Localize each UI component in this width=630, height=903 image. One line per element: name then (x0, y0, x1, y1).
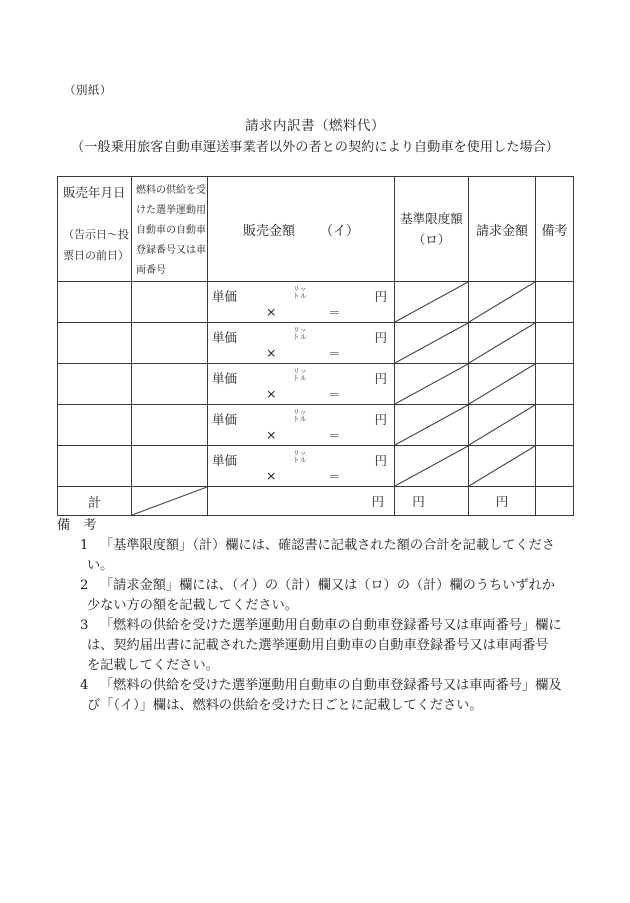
liter-unit-label: リッ トル (293, 285, 307, 300)
note-line: 4 「燃料の供給を受けた選挙運動用自動車の自動車登録番号又は車両番号」欄及 (80, 676, 579, 696)
claim-amount-cell (469, 323, 536, 364)
yen-label: 円 (374, 330, 387, 345)
date-header-label: 販売年月日 (63, 185, 126, 200)
total-claim-yen: 円 (469, 487, 536, 516)
yen-label: 円 (374, 412, 387, 427)
yen-label: 円 (374, 453, 387, 468)
liter-unit-label: リッ トル (293, 408, 307, 423)
limit-amount-cell (395, 405, 469, 446)
diagonal-line (469, 282, 535, 322)
table-row (58, 446, 574, 487)
vehicle-header-line: 登録番号又は車 (136, 245, 206, 256)
limit-amount-cell (395, 446, 469, 487)
note-line: い。 (87, 558, 114, 573)
diagonal-line (395, 446, 468, 486)
limit-amount-cell (395, 282, 469, 323)
diagonal-line (395, 364, 468, 404)
equals-sign: ＝ (328, 387, 341, 402)
date-cell (58, 323, 132, 364)
vehicle-header-line: 自動車の自動車 (136, 225, 206, 236)
vehicle-header-line: 燃料の供給を受 (136, 185, 206, 196)
claim-amount-cell (469, 446, 536, 487)
col-claim-amount-header: 請求金額 (469, 177, 536, 282)
total-label: 計 (58, 487, 132, 516)
limit-amount-cell (395, 323, 469, 364)
note-line: 1 「基準限度額」（計）欄には、確認書に記載された額の合計を記載してくださ (80, 536, 579, 556)
vehicle-number-cell (132, 323, 208, 364)
note-line: を記載してください。 (87, 658, 219, 673)
equals-sign: ＝ (328, 305, 341, 320)
col-sales-amount-header (208, 177, 395, 282)
total-vehicle-cell (132, 487, 208, 516)
limit-header-mark: （ロ） (412, 232, 451, 247)
claim-amount-cell (469, 282, 536, 323)
limit-header-label: 基準限度額 (400, 211, 463, 226)
date-header-sub-line: 票日の前日） (63, 249, 129, 262)
sales-header-mark: （イ） (320, 223, 360, 239)
note-item (80, 616, 579, 676)
table-row (58, 405, 574, 446)
note-number: 1 (80, 538, 89, 553)
note-line: は、契約届出書に記載された選挙運動用自動車の自動車登録番号又は車両番号 (87, 638, 549, 653)
unit-price-label: 単価 (212, 371, 238, 386)
remarks-cell (536, 405, 574, 446)
note-item (80, 576, 579, 616)
total-row (58, 487, 574, 516)
remarks-cell (536, 323, 574, 364)
multiply-sign: × (266, 345, 277, 360)
form-subtitle: （一般乗用旅客自動車運送事業者以外の者との契約により自動車を使用した場合） (71, 140, 559, 155)
total-sales-yen: 円 (208, 487, 395, 516)
table-row (58, 364, 574, 405)
attachment-label: （別紙） (64, 83, 112, 97)
equals-sign: ＝ (328, 428, 341, 443)
diagonal-line (132, 487, 207, 515)
date-cell (58, 446, 132, 487)
vehicle-number-cell (132, 282, 208, 323)
col-remarks-header: 備考 (536, 177, 574, 282)
sales-amount-cell (208, 323, 395, 364)
remarks-cell (536, 364, 574, 405)
vehicle-header-line: 両番号 (136, 265, 166, 276)
diagonal-line (469, 405, 535, 445)
multiply-sign: × (266, 386, 277, 401)
col-vehicle-number-header (132, 177, 208, 282)
claim-amount-cell (469, 364, 536, 405)
unit-price-label: 単価 (212, 412, 238, 427)
multiply-sign: × (266, 427, 277, 442)
liter-unit-label: リッ トル (293, 367, 307, 382)
note-number: 3 (80, 618, 89, 633)
table-header-row (58, 177, 574, 282)
yen-label: 円 (374, 371, 387, 386)
multiply-sign: × (266, 468, 277, 483)
date-cell (58, 405, 132, 446)
diagonal-line (395, 323, 468, 363)
sales-amount-cell (208, 446, 395, 487)
remarks-cell (536, 282, 574, 323)
liter-unit-label: リッ トル (293, 326, 307, 341)
claim-amount-cell (469, 405, 536, 446)
date-cell (58, 364, 132, 405)
diagonal-line (469, 446, 535, 486)
vehicle-number-cell (132, 405, 208, 446)
note-line: 3 「燃料の供給を受けた選挙運動用自動車の自動車登録番号又は車両番号」欄に (80, 616, 579, 636)
vehicle-header-line: けた選挙運動用 (136, 205, 206, 216)
note-item (80, 536, 579, 576)
unit-price-label: 単価 (212, 453, 238, 468)
note-number: 4 (80, 678, 89, 693)
col-date-header (58, 177, 132, 282)
yen-label: 円 (374, 289, 387, 304)
notes-section (57, 516, 579, 716)
diagonal-line (469, 323, 535, 363)
note-number: 2 (80, 578, 89, 593)
total-remarks-cell (536, 487, 574, 516)
liter-unit-label: リッ トル (293, 449, 307, 464)
multiply-sign: × (266, 304, 277, 319)
table-row (58, 323, 574, 364)
note-line: び「（イ）」欄は、燃料の供給を受けた日ごとに記載してください。 (87, 698, 483, 713)
equals-sign: ＝ (328, 469, 341, 484)
total-limit-yen: 円 (395, 487, 469, 516)
notes-heading: 備 考 (57, 518, 97, 533)
diagonal-line (395, 405, 468, 445)
date-header-sub-line: （告示日～投 (63, 228, 129, 241)
remarks-cell (536, 446, 574, 487)
fuel-cost-table (57, 176, 574, 516)
equals-sign: ＝ (328, 346, 341, 361)
vehicle-number-cell (132, 364, 208, 405)
unit-price-label: 単価 (212, 289, 238, 304)
limit-amount-cell (395, 364, 469, 405)
form-title: 請求内訳書（燃料代） (245, 118, 385, 134)
sales-amount-cell (208, 282, 395, 323)
unit-price-label: 単価 (212, 330, 238, 345)
sales-header-label: 販売金額 (242, 223, 295, 239)
vehicle-number-cell (132, 446, 208, 487)
diagonal-line (395, 282, 468, 322)
note-item (80, 676, 579, 716)
sales-amount-cell (208, 364, 395, 405)
note-line: 少ない方の額を記載してください。 (87, 598, 298, 613)
date-cell (58, 282, 132, 323)
col-limit-amount-header (395, 177, 469, 282)
diagonal-line (469, 364, 535, 404)
table-row (58, 282, 574, 323)
note-line: 2 「請求金額」欄には、（イ）の（計）欄又は（ロ）の（計）欄のうちいずれか (80, 576, 579, 596)
sales-amount-cell (208, 405, 395, 446)
